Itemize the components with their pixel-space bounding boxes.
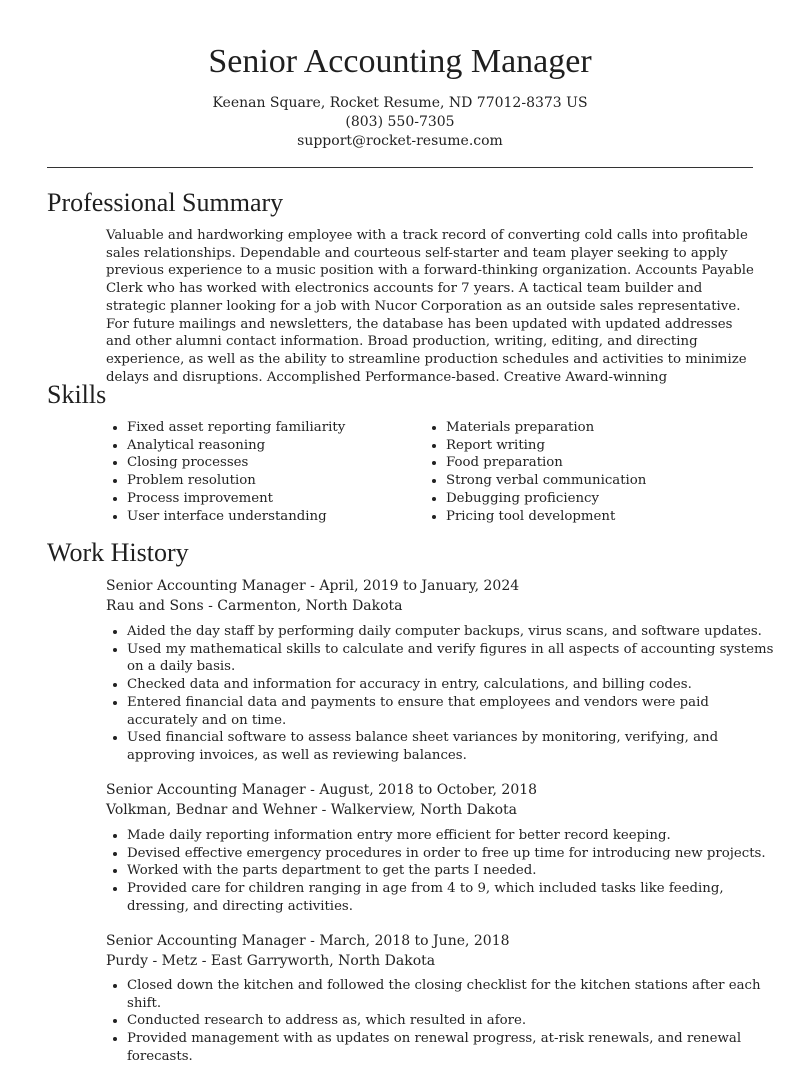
work-history-heading: Work History <box>47 538 189 567</box>
job-company: Rau and Sons - Carmenton, North Dakota <box>106 598 403 614</box>
summary-text: Valuable and hardworking employee with a track record of converting cold calls into profitable sales relationships. Dependable and courteous self-starter and team player seeking to apply previous experience to a music position with a forward-thinking organization. Accounts Payable Clerk who has worked with electronics accounts for 7 years. A tactical team builder and strategic planner looking for a job with Nucor Corporation as an outside sales representative. For future mailings and newsletters, the database has been updated with updated addresses and other alumni contact information. Broad production, writing, editing, and directing experience, as well as the ability to streamline production schedules and activities to minimize delays and disruptions. Accomplished Performance-based. Creative Award-winning <box>106 228 754 385</box>
job-bullet: • Worked with the parts department to get the parts I needed. <box>127 862 779 880</box>
skill-item: • Food preparation <box>446 454 766 472</box>
job-bullets <box>106 827 779 916</box>
job-bullet: • Checked data and information for accuracy in entry, calculations, and billing codes. <box>127 676 779 694</box>
skill-item: • Closing processes <box>127 454 427 472</box>
skill-item: • Report writing <box>446 437 766 455</box>
job-title: Senior Accounting Manager - March, 2018 to June, 2018 <box>106 933 510 949</box>
skills-list-left <box>106 419 427 525</box>
job-title: Senior Accounting Manager - April, 2019 to January, 2024 <box>106 578 520 594</box>
skills-list-right <box>425 419 766 525</box>
job-title: Senior Accounting Manager - August, 2018 to October, 2018 <box>106 782 538 798</box>
skill-item: • Debugging proficiency <box>446 490 766 508</box>
skill-item: • Materials preparation <box>446 419 766 437</box>
skill-item: • Fixed asset reporting familiarity <box>127 419 427 437</box>
job-bullet: • Used financial software to assess balance sheet variances by monitoring, verifying, and approving invoices, as well as reviewing balances. <box>127 729 779 764</box>
skills-heading: Skills <box>47 380 107 409</box>
contact-address: Keenan Square, Rocket Resume, ND 77012-8373 US <box>212 95 588 111</box>
job-bullet: • Closed down the kitchen and followed the closing checklist for the kitchen stations after each shift. <box>127 977 779 1012</box>
job-bullet: • Provided care for children ranging in age from 4 to 9, which included tasks like feeding, dressing, and directing activities. <box>127 880 779 915</box>
job-bullets <box>106 623 779 765</box>
job-bullets <box>106 977 779 1066</box>
job-bullet: • Conducted research to address as, which resulted in afore. <box>127 1012 779 1030</box>
contact-phone: (803) 550-7305 <box>345 114 455 130</box>
job-company: Volkman, Bednar and Wehner - Walkerview, North Dakota <box>106 802 518 818</box>
skill-item: • Pricing tool development <box>446 508 766 526</box>
job-bullet: • Provided management with as updates on renewal progress, at-risk renewals, and renewal forecasts. <box>127 1030 779 1065</box>
job-bullet: • Made daily reporting information entry more efficient for better record keeping. <box>127 827 779 845</box>
skill-item: • Strong verbal communication <box>446 472 766 490</box>
job-company: Purdy - Metz - East Garryworth, North Dakota <box>106 953 436 969</box>
skill-item: • User interface understanding <box>127 508 427 526</box>
resume-name: Senior Accounting Manager <box>208 43 592 80</box>
job-bullet: • Devised effective emergency procedures in order to free up time for introducing new projects. <box>127 845 779 863</box>
job-bullet: • Used my mathematical skills to calculate and verify figures in all aspects of accounting systems on a daily basis. <box>127 641 779 676</box>
header-divider <box>47 167 753 168</box>
job-bullet: • Entered financial data and payments to ensure that employees and vendors were paid accurately and on time. <box>127 694 779 729</box>
skill-item: • Process improvement <box>127 490 427 508</box>
summary-heading: Professional Summary <box>47 188 284 217</box>
job-bullet: • Aided the day staff by performing daily computer backups, virus scans, and software updates. <box>127 623 779 641</box>
contact-email: support@rocket-resume.com <box>297 133 503 149</box>
skill-item: • Problem resolution <box>127 472 427 490</box>
skill-item: • Analytical reasoning <box>127 437 427 455</box>
